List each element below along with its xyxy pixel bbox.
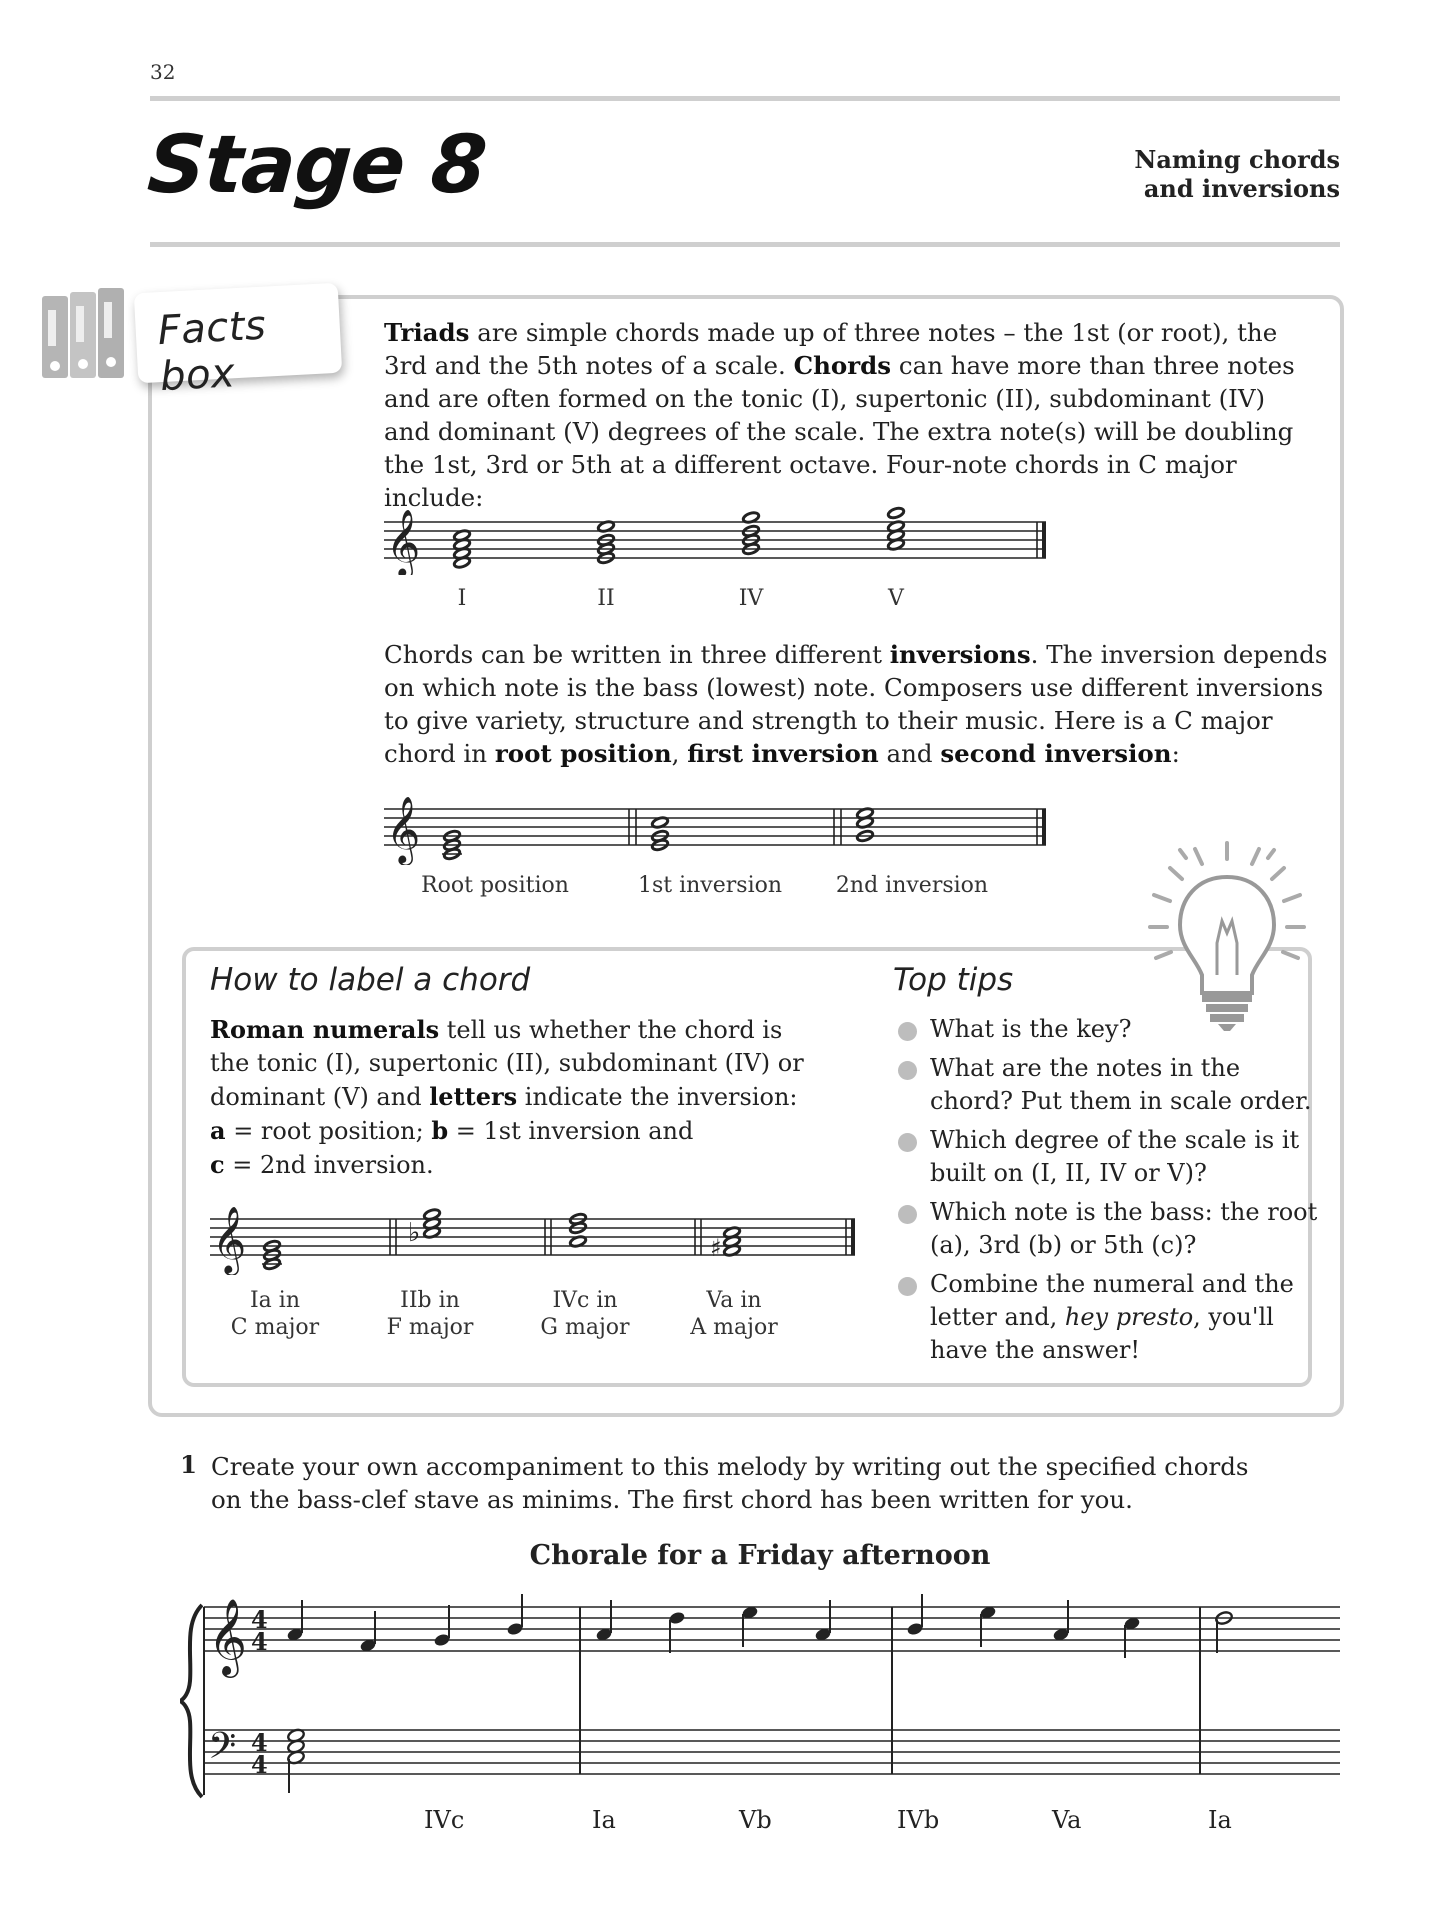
example-4-key: A major — [690, 1315, 778, 1340]
chorale-grand-staff — [180, 1585, 1340, 1800]
chord-V — [887, 507, 905, 551]
term-second-inversion: second inversion — [940, 739, 1172, 768]
chord-label-II: II — [597, 586, 615, 611]
example-IVc-G-major — [569, 1213, 587, 1248]
bass-staff-lines — [204, 1730, 1340, 1774]
chord-I — [453, 529, 471, 569]
para2-and: and — [878, 739, 941, 768]
label-text-a: tell us whether the chord is the tonic (I), supertonic (II), subdominant (IV) or dominant (V) and — [210, 1016, 804, 1111]
tip-item — [898, 1052, 1318, 1118]
four-note-chords-staff — [384, 500, 1054, 575]
chord-label-V: V — [888, 586, 904, 611]
term-first-inversion: first inversion — [687, 739, 879, 768]
tip-item — [898, 1196, 1318, 1262]
subtitle-line-1: Naming chords — [1134, 145, 1340, 174]
how-to-label-heading: How to label a chord — [210, 962, 531, 998]
tip-text: Which degree of the scale is it built on (I, II, IV or V)? — [930, 1126, 1300, 1187]
page-number: 32 — [150, 60, 176, 84]
bass-time-top: 4 — [251, 1728, 268, 1757]
tip-item — [898, 1268, 1318, 1367]
para2-text-b: . The inversion depends on which note is the bass (lowest) note. Composers use different inversions to give variety, structure and strength to their music. Here is a C major chord in — [384, 640, 1328, 768]
tip-text: Which note is the bass: the root (a), 3rd (b) or 5th (c)? — [930, 1198, 1318, 1259]
exercise-chord-label: Va — [1052, 1806, 1082, 1834]
binder-icon — [40, 288, 130, 384]
treble-clef-icon: 𝄞 — [208, 1598, 248, 1675]
inversions-staff — [384, 785, 1054, 865]
label-text-e: = 2nd inversion. — [224, 1151, 434, 1179]
melody-notes — [286, 1594, 1233, 1658]
note-C5 — [668, 1611, 686, 1653]
bass-time-bottom: 4 — [251, 1750, 268, 1779]
treble-clef-icon: 𝄞 — [212, 1205, 247, 1273]
note-A4 — [906, 1594, 924, 1636]
sharp-icon: ♯ — [710, 1234, 722, 1262]
question-number: 1 — [180, 1450, 198, 1479]
example-label-3 — [515, 1287, 655, 1341]
header-rule-top — [150, 96, 1340, 101]
label-root-position: Root position — [421, 873, 569, 898]
note-F4 — [433, 1605, 451, 1647]
example-3-key: G major — [540, 1315, 630, 1340]
second-inversion-chord — [856, 807, 874, 842]
tip-item — [898, 1124, 1318, 1190]
example-label-4 — [664, 1287, 804, 1341]
example-4-numeral: Va in — [706, 1288, 762, 1313]
para2-comma: , — [671, 739, 688, 768]
treble-time-bottom: 4 — [251, 1627, 268, 1656]
facts-box-tag — [134, 283, 342, 401]
stage-subtitle — [1080, 145, 1340, 203]
para1-text-a: are simple chords made up of three notes – the 1st (or root), the 3rd and the 5th notes of a scale. — [384, 318, 1278, 380]
example-label-2 — [360, 1287, 500, 1341]
chord-label-IV: IV — [738, 586, 764, 611]
example-IIb-F-major — [423, 1208, 441, 1239]
top-tips-heading: Top tips — [893, 962, 1014, 998]
term-letters: letters — [429, 1082, 518, 1111]
exercise-chord-label: Vb — [739, 1806, 772, 1834]
treble-time-top: 4 — [251, 1605, 268, 1634]
top-tips-list — [898, 1013, 1318, 1373]
bullet-icon — [898, 1205, 917, 1224]
example-Va-A-major — [723, 1226, 741, 1257]
label-text-c: = root position; — [225, 1117, 432, 1145]
para2-colon: : — [1171, 739, 1180, 768]
example-2-numeral: IIb in — [400, 1288, 460, 1313]
term-triads: Triads — [384, 318, 470, 347]
label-text-d: = 1st inversion and — [448, 1117, 694, 1145]
exercise-chord-label: Ia — [1208, 1806, 1232, 1834]
exercise-chord-label: IVc — [424, 1806, 465, 1834]
label-text-b: indicate the inversion: — [517, 1083, 798, 1111]
exercise-chord-label: IVb — [897, 1806, 940, 1834]
treble-clef-icon: 𝄞 — [386, 795, 421, 863]
letter-c: c — [210, 1150, 225, 1179]
how-to-label-text — [210, 1013, 810, 1182]
chord-labels-staff — [210, 1195, 860, 1275]
example-3-numeral: IVc in — [552, 1288, 618, 1313]
bullet-icon — [898, 1022, 917, 1041]
para2-text-a: Chords can be written in three different — [384, 640, 890, 669]
example-2-key: F major — [386, 1315, 474, 1340]
header-rule-bottom — [150, 242, 1340, 247]
brace-icon — [180, 1605, 202, 1797]
flat-icon: ♭ — [408, 1218, 421, 1248]
chord-label-I: I — [457, 586, 467, 611]
label-second-inversion: 2nd inversion — [835, 873, 989, 898]
exercise-chord-label: Ia — [592, 1806, 616, 1834]
para1-text-b: can have more than three notes and are often formed on the tonic (I), supertonic (II), subdominant (IV) and dominant (V) degrees of the scale. The extra note(s) will be doubling the 1st, 3rd or 5th at a different octave. Four-note chords in C major include: — [384, 351, 1295, 512]
example-label-1 — [205, 1287, 345, 1341]
tip-text: What are the notes in the chord? Put them in scale order. — [930, 1054, 1312, 1115]
lightbulb-icon — [1140, 835, 1315, 1035]
term-inversions: inversions — [889, 640, 1031, 669]
facts-paragraph-1 — [384, 316, 1304, 514]
bullet-icon — [898, 1277, 917, 1296]
tip-text-italic: hey presto — [1064, 1303, 1194, 1331]
piece-title: Chorale for a Friday afternoon — [529, 1540, 991, 1571]
letter-b: b — [431, 1116, 449, 1145]
subtitle-line-2: and inversions — [1143, 174, 1340, 203]
tip-text-c: , you'll have the answer! — [930, 1303, 1274, 1364]
question-text: Create your own accompaniment to this melody by writing out the specified chords on the bass-clef stave as minims. The first chord has been written for you. — [211, 1452, 1249, 1514]
example-1-key: C major — [230, 1315, 320, 1340]
note-C5-minim — [1215, 1610, 1234, 1653]
note-A4 — [506, 1594, 524, 1636]
bullet-icon — [898, 1133, 917, 1152]
bullet-icon — [898, 1061, 917, 1080]
example-1-numeral: Ia in — [249, 1288, 300, 1313]
facts-box-tag-label: Facts box — [156, 302, 268, 401]
tip-text-a: Combine the numeral and the letter and, — [930, 1270, 1294, 1331]
term-chords: Chords — [793, 351, 892, 380]
first-inversion-chord — [651, 816, 669, 851]
barlines — [580, 1607, 1200, 1774]
label-first-inversion: 1st inversion — [637, 873, 783, 898]
tip-text: What is the key? — [930, 1015, 1132, 1043]
term-root-position: root position — [494, 739, 672, 768]
letter-a: a — [210, 1116, 226, 1145]
tip-item — [898, 1013, 1318, 1046]
facts-paragraph-2 — [384, 638, 1334, 770]
bass-clef-icon: 𝄢 — [208, 1725, 237, 1776]
treble-clef-icon: 𝄞 — [386, 508, 421, 575]
term-roman-numerals: Roman numerals — [210, 1015, 440, 1044]
stage-title: Stage 8 — [144, 118, 490, 211]
